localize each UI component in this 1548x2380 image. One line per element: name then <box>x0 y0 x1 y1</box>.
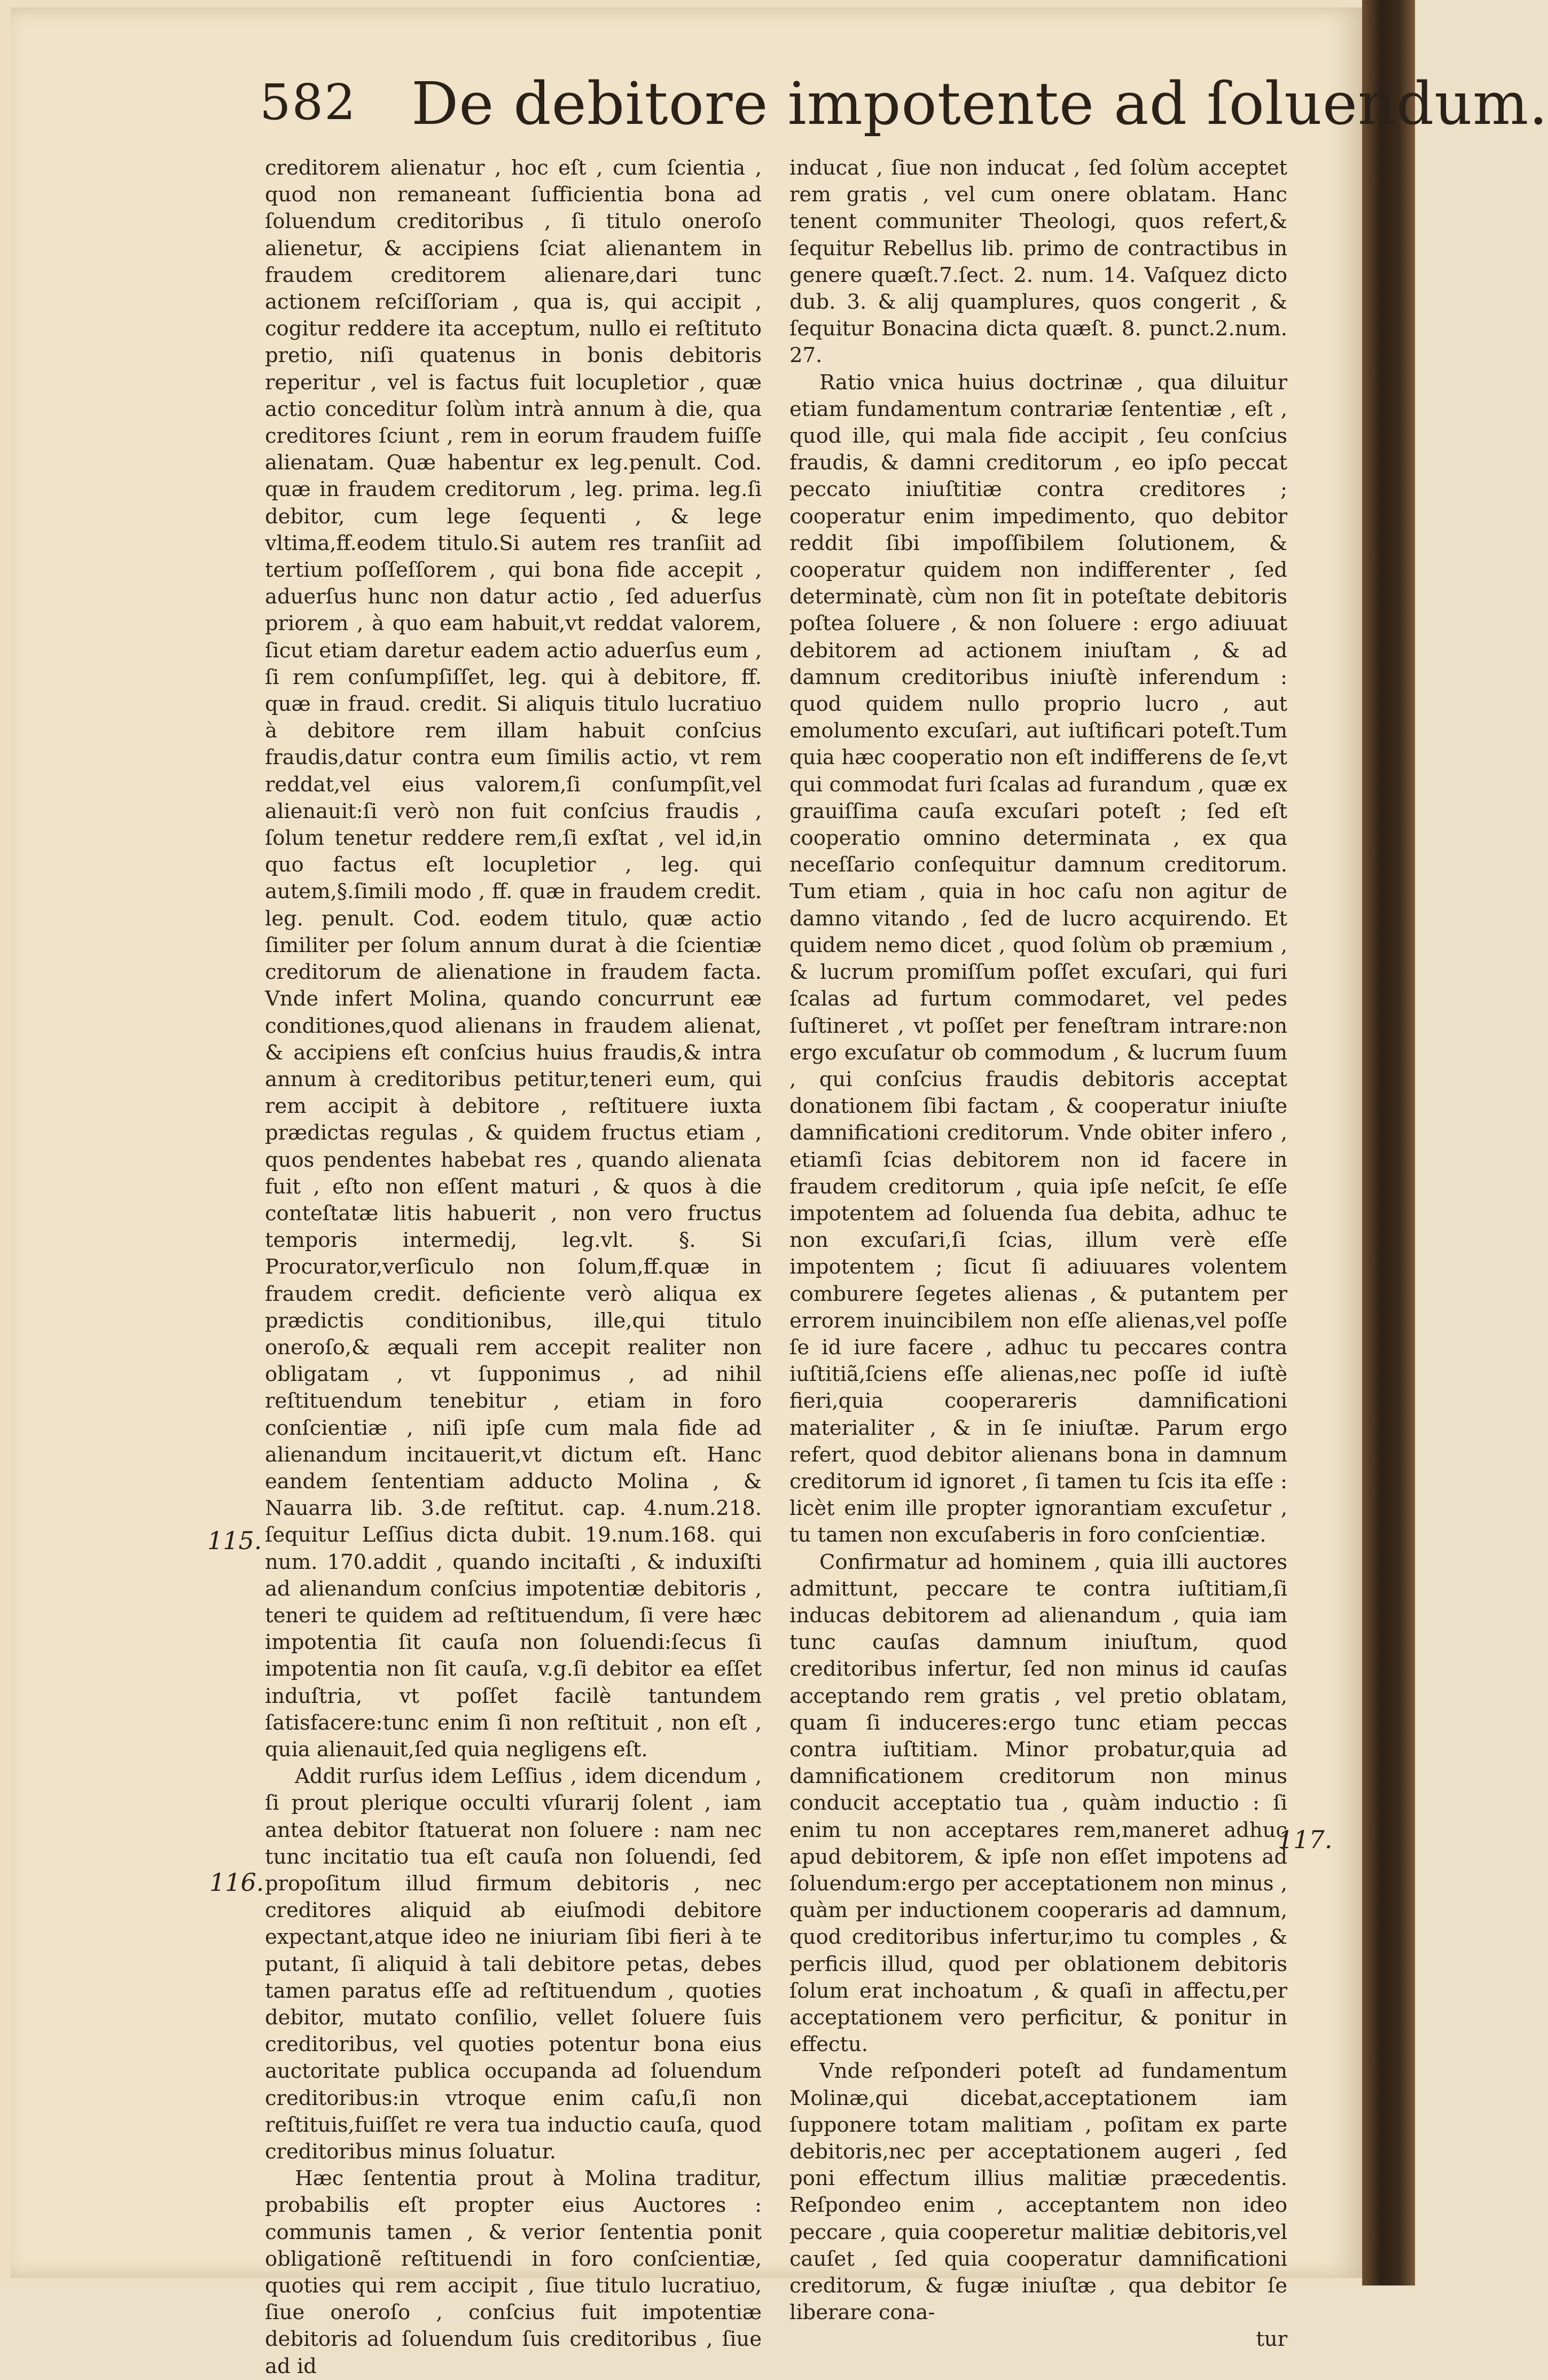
right-paragraph-3: Confirmatur ad hominem , quia illi auctores admittunt, peccare te contra iuſtitiam,ſi inducas debitorem ad alienandum , quia iam tunc cauſas damnum iniuſtum, quod creditoribus infertur, ſed non minus id cauſas acceptando rem gratis , vel pretio oblatam, quam ſi induceres:ergo tunc etiam peccas contra iuſtitiam. Minor probatur,quia ad damnificationem creditorum non minus conducit acceptatio tua , quàm inductio : ſi enim tu non acceptares rem,maneret adhuc apud debitorem, & ipſe non eſſet impotens ad ſoluendum:ergo per acceptationem non minus , quàm per inductionem cooperaris ad damnum, quod creditoribus infertur,imo tu comples , & perficis illud, quod per oblationem debitoris ſolum erat inchoatum , & quaſi in affectu,per acceptationem vero perficitur, & ponitur in effectu. <box>789 1550 1287 2057</box>
right-paragraph-4: Vnde reſponderi poteſt ad fundamentum Molinæ,qui dicebat,acceptationem iam ſupponere totam malitiam , poſitam ex parte debitoris,nec per acceptationem augeri , ſed poni effectum illius malitiæ præcedentis. Reſpondeo enim , acceptantem non ideo peccare , quia cooperetur malitiæ debitoris,vel cauſet , ſed quia cooperatur damnificationi creditorum, & fugæ iniuſtæ , qua debitor ſe liberare cona- <box>789 2059 1287 2325</box>
right-paragraph-2: Ratio vnica huius doctrinæ , qua diluitur etiam fundamentum contrariæ ſententiæ , eſt , quod ille, qui mala fide accipit , ſeu conſcius fraudis, & damni creditorum , eo ipſo peccat peccato iniuſtitiæ contra creditores ; cooperatur enim impedimento, quo debitor reddit ſibi impoſſibilem ſolutionem, & cooperatur quidem non indifferenter , ſed determinatè, cùm non ſit in poteſtate debitoris poſtea ſoluere , & non ſoluere : ergo adiuuat debitorem ad actionem iniuſtam , & ad damnum creditoribus iniuſtè inferendum : quod quidem nullo proprio lucro , aut emolumento excuſari, aut iuſtificari poteſt.Tum quia hæc cooperatio non eſt indifferens de ſe,vt qui commodat furi ſcalas ad furandum , quæ ex grauiſſima cauſa excuſari poteſt ; ſed eſt cooperatio omnino determinata , ex qua neceſſario conſequitur damnum creditorum. Tum etiam , quia in hoc caſu non agitur de damno vitando , ſed de lucro acquirendo. Et quidem nemo dicet , quod ſolùm ob præmium , & lucrum promiſſum poſſet excuſari, qui furi ſcalas ad furtum commodaret, vel pedes ſuſtineret , vt poſſet per feneſtram intrare:non ergo excuſatur ob commodum , & lucrum ſuum , qui conſcius fraudis debitoris acceptat donationem ſibi factam , & cooperatur iniuſte damnificationi creditorum. Vnde obiter infero , etiamſi ſcias debitorem non id facere in fraudem creditorum , quia ipſe neſcit, ſe eſſe impotentem ad ſoluenda ſua debita, adhuc te non excuſari,ſi ſcias, illum verè eſſe impotentem ; ſicut ſi adiuuares volentem comburere ſegetes alienas , & putantem per errorem inuincibilem non eſſe alienas,vel poſſe ſe id iure facere , adhuc tu peccares contra iuſtitiã,ſciens eſſe alienas,nec poſſe id iuſtè fieri,quia cooperareris damnificationi materialiter , & in ſe iniuſtæ. Parum ergo refert, quod debitor alienans bona in damnum creditorum id ignoret , ſi tamen tu ſcis ita eſſe : licèt enim ille propter ignorantiam excuſetur , tu tamen non excuſaberis in foro conſcientiæ. <box>789 370 1287 1548</box>
margin-number-116: 116. <box>209 1868 264 1897</box>
running-title: De debitore impotente ad ſoluendum. <box>411 69 1548 138</box>
left-paragraph-2: Addit rurſus idem Leſſius , idem dicendum , ſi prout plerique occulti vſurarij ſolent , iam antea debitor ſtatuerat non ſoluere : nam nec tunc incitatio tua eſt cauſa non ſoluendi, ſed propoſitum illud firmum debitoris , nec creditores aliquid ab eiuſmodi debitore expectant,atque ideo ne iniuriam ſibi fieri à te putant, ſi aliquid à tali debitore petas, debes tamen paratus eſſe ad reſtituendum , quoties debitor, mutato conſilio, vellet ſoluere ſuis creditoribus, vel quoties potentur bona eius auctoritate publica occupanda ad ſoluendum creditoribus:in vtroque enim caſu,ſi non reſtituis,fuiſſet re vera tua inductio cauſa, quod creditoribus minus ſoluatur. <box>265 1764 762 2164</box>
catchword: tur <box>1256 2327 1287 2352</box>
left-paragraph-3: Hæc ſententia prout à Molina traditur, probabilis eſt propter eius Auctores : communis tamen , & verior ſententia ponit obligationẽ reſtituendi in foro conſcientiæ, quoties qui rem accipit , ſiue titulo lucratiuo, ſiue oneroſo , conſcius fuit impotentiæ debitoris ad ſoluendum ſuis creditoribus , ſiue ad id <box>265 2166 762 2378</box>
right-paragraph-1: inducat , ſiue non inducat , ſed ſolùm acceptet rem gratis , vel cum onere oblatam. Hanc tenent communiter Theologi, quos refert,& ſequitur Rebellus lib. primo de contractibus in genere quæſt.7.ſect. 2. num. 14. Vaſquez dicto dub. 3. & alij quamplures, quos congerit , & ſequitur Bonacina dicta quæſt. 8. punct.2.num. 27. <box>789 156 1287 368</box>
left-paragraph-1: creditorem alienatur , hoc eſt , cum ſcientia , quod non remaneant ſufficientia bona ad ſoluendum creditoribus , ſi titulo oneroſo alienetur, & accipiens ſciat alienantem in fraudem creditorem alienare,dari tunc actionem reſciſſoriam , qua is, qui accipit , cogitur reddere ita acceptum, nullo ei reſtituto pretio, niſi quatenus in bonis debitoris reperitur , vel is factus fuit locupletior , quæ actio conceditur ſolùm intrà annum à die, qua creditores ſciunt , rem in eorum fraudem fuiſſe alienatam. Quæ habentur ex leg.penult. Cod. quæ in fraudem creditorum , leg. prima. leg.ſi debitor, cum lege ſequenti , & lege vltima,ff.eodem titulo.Si autem res tranſiit ad tertium poſſeſſorem , qui bona fide accepit , aduerſus hunc non datur actio , ſed aduerſus priorem , à quo eam habuit,vt reddat valorem, ſicut etiam daretur eadem actio aduerſus eum , ſi rem conſumpſiſſet, leg. qui à debitore, ff. quæ in fraud. credit. Si aliquis titulo lucratiuo à debitore rem illam habuit conſcius fraudis,datur contra eum ſimilis actio, vt rem reddat,vel eius valorem,ſi conſumpſit,vel alienauit:ſi verò non fuit conſcius fraudis , ſolum tenetur reddere rem,ſi exſtat , vel id,in quo factus eſt locupletior , leg. qui autem,§.ſimili modo , ff. quæ in fraudem credit. leg. penult. Cod. eodem titulo, quæ actio ſimiliter per ſolum annum durat à die ſcientiæ creditorum de alienatione in fraudem facta. Vnde infert Molina, quando concurrunt eæ conditiones,quod alienans in fraudem alienat, & accipiens eſt conſcius huius fraudis,& intra annum à creditoribus petitur,teneri eum, qui rem accipit à debitore , reſtituere iuxta prædictas regulas , & quidem fructus etiam , quos pendentes habebat res , quando alienata fuit , eſto non eſſent maturi , & quos à die conteſtatæ litis habuerit , non vero fructus temporis intermedij, leg.vlt. §. Si Procurator,verſiculo non ſolum,ff.quæ in fraudem credit. deficiente verò aliqua ex prædictis conditionibus, ille,qui titulo oneroſo,& æquali rem accepit realiter non obligatam , vt ſupponimus , ad nihil reſtituendum tenebitur , etiam in foro conſcientiæ , niſi ipſe cum mala fide ad alienandum incitauerit,vt dictum eſt. Hanc eandem ſententiam adducto Molina , & Nauarra lib. 3.de reſtitut. cap. 4.num.218. ſequitur Leſſius dicta dubit. 19.num.168. qui num. 170.addit , quando incitaſti , & induxiſti ad alienandum conſcius impotentiæ debitoris , teneri te quidem ad reſtituendum, ſi vere hæc impotentia ſit cauſa non ſoluendi:ſecus ſi impotentia non ſit cauſa, v.g.ſi debitor ea eſſet induſtria, vt poſſet facilè tantundem ſatisfacere:tunc enim ſi non reſtituit , non eſt , quia alienauit,ſed quia negligens eſt. <box>265 156 762 1762</box>
margin-number-115: 115. <box>207 1526 262 1555</box>
book-gutter <box>1362 0 1415 2285</box>
right-column <box>789 155 1287 2353</box>
margin-number-117: 117. <box>1278 1825 1333 1854</box>
page-number: 582 <box>260 74 357 131</box>
left-column <box>265 155 762 2380</box>
